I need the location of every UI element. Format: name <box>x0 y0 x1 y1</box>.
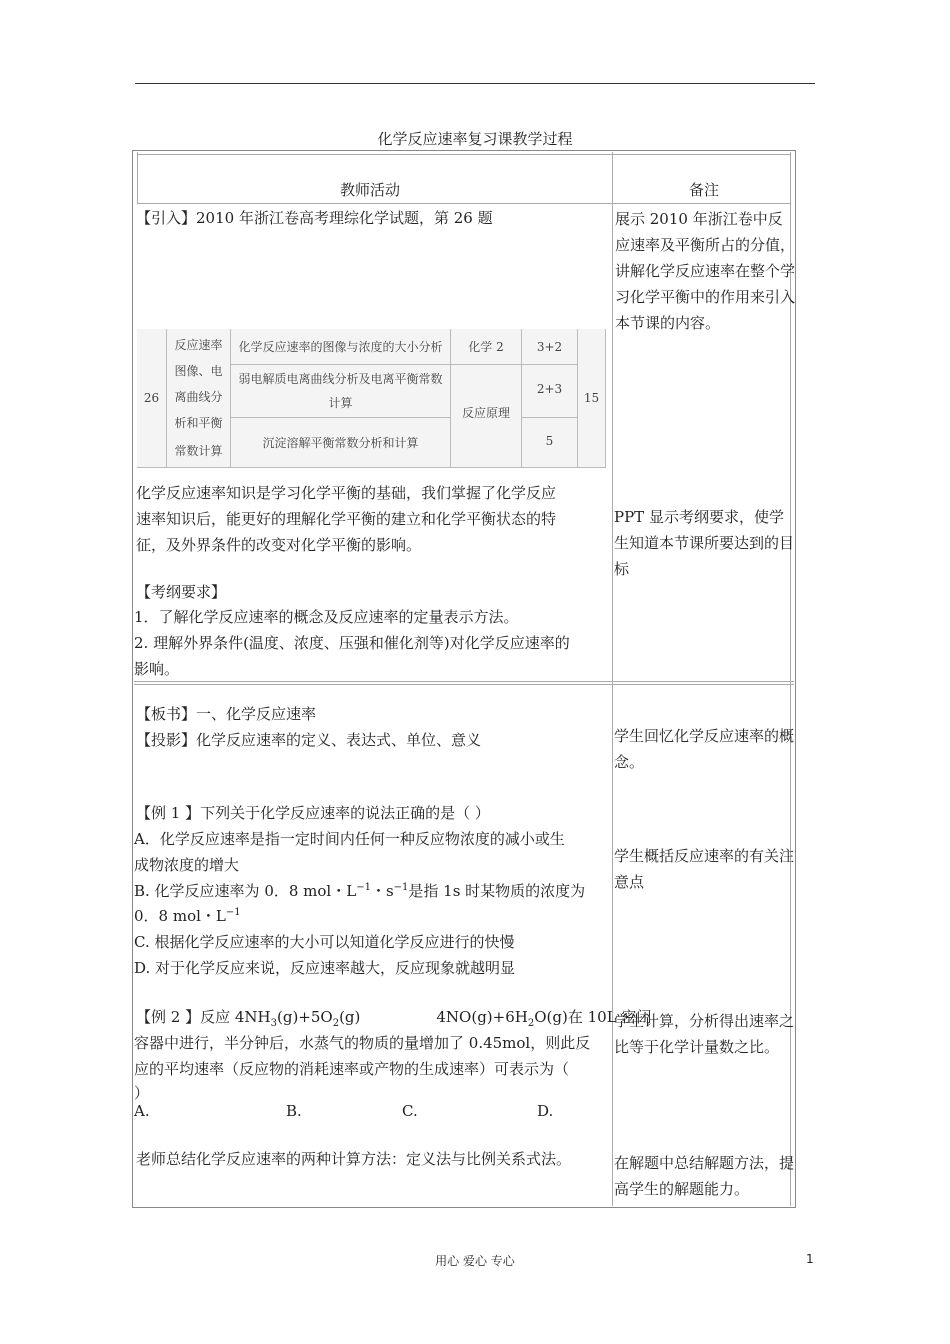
header-rule <box>135 83 815 84</box>
row-line <box>134 684 794 685</box>
row-line <box>137 203 790 204</box>
topic-line: 常数计算 <box>174 444 223 458</box>
syllabus-item-2: 2. 理解外界条件(温度、浓度、压强和催化剂等)对化学反应速率的 <box>134 634 570 652</box>
note-key-points: 学生概括反应速率的有关注意点 <box>614 847 795 891</box>
syllabus-item-2-cont: 影响。 <box>134 660 180 678</box>
para-line: 化学反应速率知识是学习化学平衡的基础，我们掌握了化学反应 <box>136 484 557 502</box>
note-syllabus: PPT 显示考纲要求，使学生知道本节课所要达到的目标 <box>614 508 795 578</box>
topic-line: 析和平衡 <box>174 416 223 430</box>
intro-text: 【引入】2010 年浙江卷高考理综化学试题，第 26 题 <box>136 209 493 227</box>
row-line <box>137 154 790 155</box>
footer-text: 用心 爱心 专心 <box>435 1254 515 1268</box>
score-total: 15 <box>583 391 600 405</box>
example-1-option-b: B. 化学反应速率为 0．8 mol・$L^{-1}$・$s^{-1}$是指 1s 时某物质的浓度为 <box>134 882 586 900</box>
page-title: 化学反应速率复习课教学过程 <box>377 130 573 148</box>
example-2-stem: 【例 2 】反应 $4NH_3(g)+5O_2(g)$ $4NO(g)+6H_2O(g)$在 10L 密闭 <box>136 1008 652 1029</box>
page-number: 1 <box>806 1252 814 1266</box>
item-2-cont: 计算 <box>328 396 353 410</box>
projection-text: 【投影】化学反应速率的定义、表达式、单位、意义 <box>136 731 482 749</box>
header-notes: 备注 <box>689 181 720 199</box>
note-recall: 学生回忆化学反应速率的概念。 <box>614 727 795 771</box>
item-3: 沉淀溶解平衡常数分析和计算 <box>262 436 419 450</box>
example-2-option-b: B. <box>286 1102 302 1120</box>
para-line: 速率知识后，能更好的理解化学平衡的建立和化学平衡状态的特 <box>136 510 557 528</box>
topic-line: 图像、电 <box>174 364 223 378</box>
row-line <box>134 681 794 682</box>
score-1: 3+2 <box>536 340 563 354</box>
column-divider <box>612 152 613 1206</box>
book-2: 反应原理 <box>461 406 510 420</box>
example-2-line-2: 容器中进行，半分钟后，水蒸气的物质的量增加了 0.45mol，则此反 <box>134 1034 591 1052</box>
book-1: 化学 2 <box>468 340 504 354</box>
example-1-option-b-cont: 0．8 mol・$L^{-1}$ <box>134 907 241 925</box>
item-2: 弱电解质电离曲线分析及电离平衡常数 <box>238 372 443 386</box>
example-2-line-4: ） <box>134 1084 150 1102</box>
note-method: 在解题中总结解题方法，提高学生的解题能力。 <box>614 1154 795 1198</box>
example-1-option-a-cont: 成物浓度的增大 <box>134 856 240 874</box>
note-calc: 学生计算，分析得出速率之比等于化学计量数之比。 <box>614 1012 795 1056</box>
score-2: 2+3 <box>536 382 563 396</box>
example-1-option-a: A．化学反应速率是指一定时间内任何一种反应物浓度的减小或生 <box>134 830 565 848</box>
example-1-stem: 【例 1 】下列关于化学反应速率的说法正确的是（ ） <box>136 804 490 822</box>
item-1: 化学反应速率的图像与浓度的大小分析 <box>238 340 443 354</box>
board-text: 【板书】一、化学反应速率 <box>136 705 317 723</box>
score-3: 5 <box>545 434 554 448</box>
summary-text: 老师总结化学反应速率的两种计算方法：定义法与比例关系式法。 <box>136 1150 572 1168</box>
topic-line: 反应速率 <box>174 338 223 352</box>
example-2-option-a: A. <box>134 1102 150 1120</box>
score-table <box>137 329 606 468</box>
cell-border <box>137 152 138 204</box>
question-number: 26 <box>143 391 160 405</box>
example-1-option-d: D. 对于化学反应来说，反应速率越大，反应现象就越明显 <box>134 959 516 977</box>
header-teacher: 教师活动 <box>340 181 401 199</box>
example-1-option-c: C. 根据化学反应速率的大小可以知道化学反应进行的快慢 <box>134 933 515 951</box>
example-2-option-d: D. <box>537 1102 554 1120</box>
para-line: 征，及外界条件的改变对化学平衡的影响。 <box>136 536 422 554</box>
note-intro: 展示 2010 年浙江卷中反应速率及平衡所占的分值，讲解化学反应速率在整个学习化学平衡中的作用来引入本节课的内容。 <box>615 210 796 332</box>
syllabus-item-1: 1．了解化学反应速率的概念及反应速率的定量表示方法。 <box>134 608 519 626</box>
example-2-line-3: 应的平均速率（反应物的消耗速率或产物的生成速率）可表示为（ <box>134 1060 570 1078</box>
example-2-option-c: C. <box>402 1102 418 1120</box>
topic-line: 离曲线分 <box>174 390 223 404</box>
syllabus-title: 【考纲要求】 <box>136 583 227 601</box>
